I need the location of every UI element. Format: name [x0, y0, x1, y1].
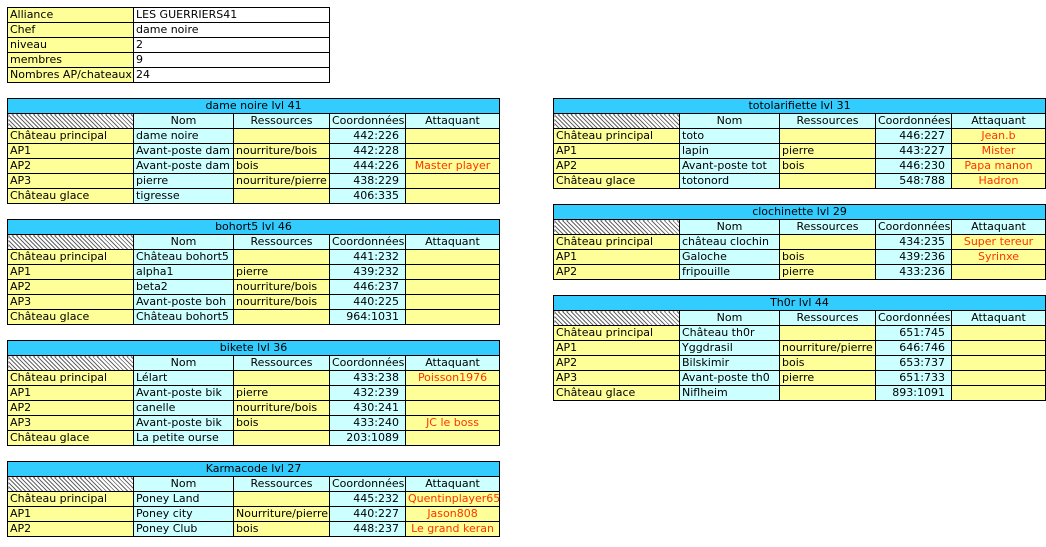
castle-attacker: Papa manon	[952, 159, 1046, 174]
alliance-row	[8, 8, 330, 23]
header-attaquant: Attaquant	[406, 114, 500, 129]
castle-resources	[234, 431, 330, 446]
alliance-value: 2	[134, 38, 330, 53]
header-coordonnees: Coordonnées	[876, 114, 952, 129]
castle-coordinates: 646:746	[876, 341, 952, 356]
castle-attacker	[952, 265, 1046, 280]
castle-attacker: JC le boss	[406, 416, 500, 431]
castle-resources	[780, 326, 876, 341]
castle-type: Château glace	[554, 386, 680, 401]
castle-attacker	[406, 144, 500, 159]
header-ressources: Ressources	[780, 311, 876, 326]
column-header-row	[554, 220, 1046, 235]
member-table	[7, 98, 500, 204]
castle-resources: bois	[234, 159, 330, 174]
castle-name: pierre	[134, 174, 234, 189]
castle-attacker: Master player	[406, 159, 500, 174]
castle-coordinates: 653:737	[876, 356, 952, 371]
header-attaquant: Attaquant	[952, 114, 1046, 129]
castle-row	[8, 401, 500, 416]
member-title-row	[8, 462, 500, 477]
castle-row	[554, 341, 1046, 356]
member-title: Karmacode lvl 27	[8, 462, 500, 477]
member-table	[7, 219, 500, 325]
castle-attacker: Super tereur	[952, 235, 1046, 250]
castle-row	[554, 265, 1046, 280]
castle-name: Château th0r	[680, 326, 780, 341]
castle-coordinates: 440:227	[330, 507, 406, 522]
castle-attacker: Syrinxe	[952, 250, 1046, 265]
castle-resources: pierre	[780, 265, 876, 280]
member-title: bohort5 lvl 46	[8, 220, 500, 235]
header-nom: Nom	[680, 220, 780, 235]
castle-coordinates: 651:733	[876, 371, 952, 386]
castle-row	[8, 431, 500, 446]
castle-type: Château glace	[8, 310, 134, 325]
castle-type: AP1	[8, 265, 134, 280]
header-attaquant: Attaquant	[406, 356, 500, 371]
castle-attacker	[952, 356, 1046, 371]
castle-name: Avant-poste th0	[680, 371, 780, 386]
castle-resources: nourriture/bois	[234, 144, 330, 159]
castle-attacker	[406, 250, 500, 265]
castle-type: AP3	[8, 174, 134, 189]
member-table	[7, 461, 500, 537]
castle-resources	[234, 492, 330, 507]
castle-name: Avant-poste boh	[134, 295, 234, 310]
castle-resources: bois	[234, 416, 330, 431]
castle-row	[8, 189, 500, 204]
header-ressources: Ressources	[234, 114, 330, 129]
castle-type: AP2	[554, 265, 680, 280]
castle-name: Avant-poste tot	[680, 159, 780, 174]
castle-row	[554, 250, 1046, 265]
castle-row	[8, 159, 500, 174]
hatched-cell	[554, 311, 680, 326]
castle-name: Château bohort5	[134, 310, 234, 325]
castle-resources	[780, 386, 876, 401]
castle-coordinates: 439:236	[876, 250, 952, 265]
castle-name: toto	[680, 129, 780, 144]
member-title: totolarifiette lvl 31	[554, 99, 1046, 114]
castle-name: Bilskimir	[680, 356, 780, 371]
castle-type: Château principal	[8, 371, 134, 386]
alliance-label: membres	[8, 53, 134, 68]
castle-coordinates: 446:230	[876, 159, 952, 174]
castle-resources	[234, 250, 330, 265]
castle-attacker	[952, 341, 1046, 356]
castle-coordinates: 441:232	[330, 250, 406, 265]
castle-row	[554, 386, 1046, 401]
castle-type: Château principal	[554, 326, 680, 341]
column-header-row	[8, 235, 500, 250]
member-title-row	[554, 205, 1046, 220]
member-title: bikete lvl 36	[8, 341, 500, 356]
castle-row	[554, 159, 1046, 174]
castle-attacker	[406, 280, 500, 295]
alliance-value: dame noire	[134, 23, 330, 38]
castle-type: AP2	[8, 159, 134, 174]
castle-attacker: Jason808	[406, 507, 500, 522]
castle-name: fripouille	[680, 265, 780, 280]
castle-type: AP3	[8, 416, 134, 431]
castle-type: AP2	[8, 280, 134, 295]
castle-name: Avant-poste bik	[134, 386, 234, 401]
castle-resources: nourriture/bois	[234, 295, 330, 310]
member-title-row	[8, 220, 500, 235]
header-coordonnees: Coordonnées	[330, 477, 406, 492]
alliance-row	[8, 23, 330, 38]
member-title: clochinette lvl 29	[554, 205, 1046, 220]
castle-resources	[780, 129, 876, 144]
hatched-cell	[8, 235, 134, 250]
castle-attacker	[406, 386, 500, 401]
castle-resources: pierre	[780, 144, 876, 159]
castle-coordinates: 446:227	[876, 129, 952, 144]
header-coordonnees: Coordonnées	[330, 356, 406, 371]
castle-name: Avant-poste dam	[134, 159, 234, 174]
castle-coordinates: 445:232	[330, 492, 406, 507]
castle-type: Château principal	[554, 235, 680, 250]
castle-name: canelle	[134, 401, 234, 416]
castle-coordinates: 430:241	[330, 401, 406, 416]
castle-name: Lélart	[134, 371, 234, 386]
castle-type: AP1	[554, 250, 680, 265]
castle-row	[8, 492, 500, 507]
castle-attacker: Quentinplayer65	[406, 492, 500, 507]
castle-coordinates: 406:335	[330, 189, 406, 204]
alliance-label: niveau	[8, 38, 134, 53]
member-title-row	[8, 341, 500, 356]
header-nom: Nom	[134, 114, 234, 129]
castle-coordinates: 446:237	[330, 280, 406, 295]
castle-resources	[780, 235, 876, 250]
castle-coordinates: 964:1031	[330, 310, 406, 325]
header-coordonnees: Coordonnées	[876, 220, 952, 235]
hatched-cell	[8, 356, 134, 371]
castle-coordinates: 438:229	[330, 174, 406, 189]
alliance-label: Alliance	[8, 8, 134, 23]
castle-name: dame noire	[134, 129, 234, 144]
column-header-row	[8, 477, 500, 492]
castle-name: Poney Club	[134, 522, 234, 537]
castle-coordinates: 651:745	[876, 326, 952, 341]
castle-attacker	[952, 371, 1046, 386]
castle-row	[8, 174, 500, 189]
header-attaquant: Attaquant	[952, 220, 1046, 235]
castle-coordinates: 434:235	[876, 235, 952, 250]
castle-attacker: Le grand keran	[406, 522, 500, 537]
castle-coordinates: 444:226	[330, 159, 406, 174]
castle-type: AP2	[554, 159, 680, 174]
column-header-row	[554, 311, 1046, 326]
castle-attacker	[952, 386, 1046, 401]
castle-attacker	[406, 310, 500, 325]
header-ressources: Ressources	[234, 356, 330, 371]
castle-row	[8, 522, 500, 537]
column-header-row	[8, 356, 500, 371]
member-table	[553, 204, 1046, 280]
castle-resources: pierre	[234, 386, 330, 401]
castle-attacker: Hadron	[952, 174, 1046, 189]
castle-name: Château bohort5	[134, 250, 234, 265]
castle-coordinates: 433:240	[330, 416, 406, 431]
castle-name: beta2	[134, 280, 234, 295]
member-title: Th0r lvl 44	[554, 296, 1046, 311]
castle-row	[554, 235, 1046, 250]
castle-type: Château principal	[554, 129, 680, 144]
castle-coordinates: 442:228	[330, 144, 406, 159]
castle-type: Château glace	[554, 174, 680, 189]
alliance-label: Nombres AP/chateaux	[8, 68, 134, 83]
castle-resources: bois	[234, 522, 330, 537]
hatched-cell	[554, 220, 680, 235]
castle-name: Niflheim	[680, 386, 780, 401]
castle-row	[554, 129, 1046, 144]
header-attaquant: Attaquant	[406, 477, 500, 492]
castle-type: AP2	[8, 401, 134, 416]
castle-type: AP1	[554, 144, 680, 159]
castle-resources	[780, 174, 876, 189]
castle-type: AP3	[8, 295, 134, 310]
castle-attacker	[406, 189, 500, 204]
alliance-value: 24	[134, 68, 330, 83]
castle-resources	[234, 371, 330, 386]
castle-row	[554, 371, 1046, 386]
castle-attacker	[406, 129, 500, 144]
castle-type: Château glace	[8, 189, 134, 204]
castle-row	[8, 144, 500, 159]
header-nom: Nom	[134, 235, 234, 250]
castle-resources: bois	[780, 250, 876, 265]
header-nom: Nom	[680, 114, 780, 129]
castle-row	[554, 326, 1046, 341]
member-table	[553, 98, 1046, 189]
castle-resources: nourriture/pierre	[780, 341, 876, 356]
castle-name: château clochin	[680, 235, 780, 250]
castle-coordinates: 440:225	[330, 295, 406, 310]
header-coordonnees: Coordonnées	[876, 311, 952, 326]
castle-coordinates: 439:232	[330, 265, 406, 280]
header-attaquant: Attaquant	[952, 311, 1046, 326]
castle-attacker	[406, 295, 500, 310]
castle-attacker	[406, 265, 500, 280]
castle-type: Château glace	[8, 431, 134, 446]
castle-name: Avant-poste bik	[134, 416, 234, 431]
castle-resources	[234, 129, 330, 144]
member-title: dame noire lvl 41	[8, 99, 500, 114]
column-header-row	[8, 114, 500, 129]
alliance-row	[8, 68, 330, 83]
castle-name: alpha1	[134, 265, 234, 280]
alliance-row	[8, 38, 330, 53]
castle-type: AP1	[8, 144, 134, 159]
castle-name: lapin	[680, 144, 780, 159]
castle-row	[554, 356, 1046, 371]
castle-row	[8, 416, 500, 431]
castle-attacker	[952, 326, 1046, 341]
castle-name: Galoche	[680, 250, 780, 265]
member-title-row	[554, 296, 1046, 311]
castle-type: Château principal	[8, 492, 134, 507]
castle-row	[8, 129, 500, 144]
castle-type: AP3	[554, 371, 680, 386]
castle-coordinates: 548:788	[876, 174, 952, 189]
castle-type: AP1	[8, 507, 134, 522]
header-coordonnees: Coordonnées	[330, 114, 406, 129]
castle-row	[554, 174, 1046, 189]
header-nom: Nom	[134, 356, 234, 371]
castle-row	[8, 310, 500, 325]
castle-row	[554, 144, 1046, 159]
header-ressources: Ressources	[234, 235, 330, 250]
castle-type: Château principal	[8, 250, 134, 265]
castle-name: Yggdrasil	[680, 341, 780, 356]
header-ressources: Ressources	[780, 220, 876, 235]
header-nom: Nom	[680, 311, 780, 326]
castle-row	[8, 280, 500, 295]
member-table	[7, 340, 500, 446]
castle-type: AP2	[554, 356, 680, 371]
castle-row	[8, 507, 500, 522]
castle-resources	[234, 189, 330, 204]
castle-resources: nourriture/bois	[234, 280, 330, 295]
castle-row	[8, 295, 500, 310]
castle-row	[8, 371, 500, 386]
castle-type: AP2	[8, 522, 134, 537]
header-ressources: Ressources	[780, 114, 876, 129]
castle-resources: Nourriture/pierre	[234, 507, 330, 522]
column-header-row	[554, 114, 1046, 129]
castle-type: AP1	[554, 341, 680, 356]
castle-resources	[234, 310, 330, 325]
castle-attacker	[406, 401, 500, 416]
castle-name: Poney city	[134, 507, 234, 522]
castle-coordinates: 448:237	[330, 522, 406, 537]
castle-resources: pierre	[780, 371, 876, 386]
castle-coordinates: 203:1089	[330, 431, 406, 446]
castle-resources: nourriture/bois	[234, 401, 330, 416]
castle-coordinates: 443:227	[876, 144, 952, 159]
castle-row	[8, 386, 500, 401]
member-title-row	[554, 99, 1046, 114]
header-ressources: Ressources	[234, 477, 330, 492]
castle-type: Château principal	[8, 129, 134, 144]
castle-coordinates: 442:226	[330, 129, 406, 144]
castle-attacker	[406, 431, 500, 446]
castle-name: La petite ourse	[134, 431, 234, 446]
alliance-value: LES GUERRIERS41	[134, 8, 330, 23]
hatched-cell	[8, 477, 134, 492]
castle-row	[8, 250, 500, 265]
castle-name: Poney Land	[134, 492, 234, 507]
castle-coordinates: 432:239	[330, 386, 406, 401]
castle-type: AP1	[8, 386, 134, 401]
header-coordonnees: Coordonnées	[330, 235, 406, 250]
castle-resources: pierre	[234, 265, 330, 280]
castle-row	[8, 265, 500, 280]
castle-name: tigresse	[134, 189, 234, 204]
member-title-row	[8, 99, 500, 114]
castle-attacker: Poisson1976	[406, 371, 500, 386]
castle-coordinates: 893:1091	[876, 386, 952, 401]
alliance-row	[8, 53, 330, 68]
header-attaquant: Attaquant	[406, 235, 500, 250]
castle-resources: bois	[780, 356, 876, 371]
header-nom: Nom	[134, 477, 234, 492]
castle-resources: bois	[780, 159, 876, 174]
hatched-cell	[8, 114, 134, 129]
alliance-info-table	[7, 7, 330, 83]
castle-attacker	[406, 174, 500, 189]
member-table	[553, 295, 1046, 401]
castle-coordinates: 433:236	[876, 265, 952, 280]
alliance-value: 9	[134, 53, 330, 68]
castle-resources: nourriture/pierre	[234, 174, 330, 189]
castle-attacker: Mister	[952, 144, 1046, 159]
castle-attacker: Jean.b	[952, 129, 1046, 144]
alliance-label: Chef	[8, 23, 134, 38]
castle-coordinates: 433:238	[330, 371, 406, 386]
castle-name: totonord	[680, 174, 780, 189]
castle-name: Avant-poste dam	[134, 144, 234, 159]
hatched-cell	[554, 114, 680, 129]
